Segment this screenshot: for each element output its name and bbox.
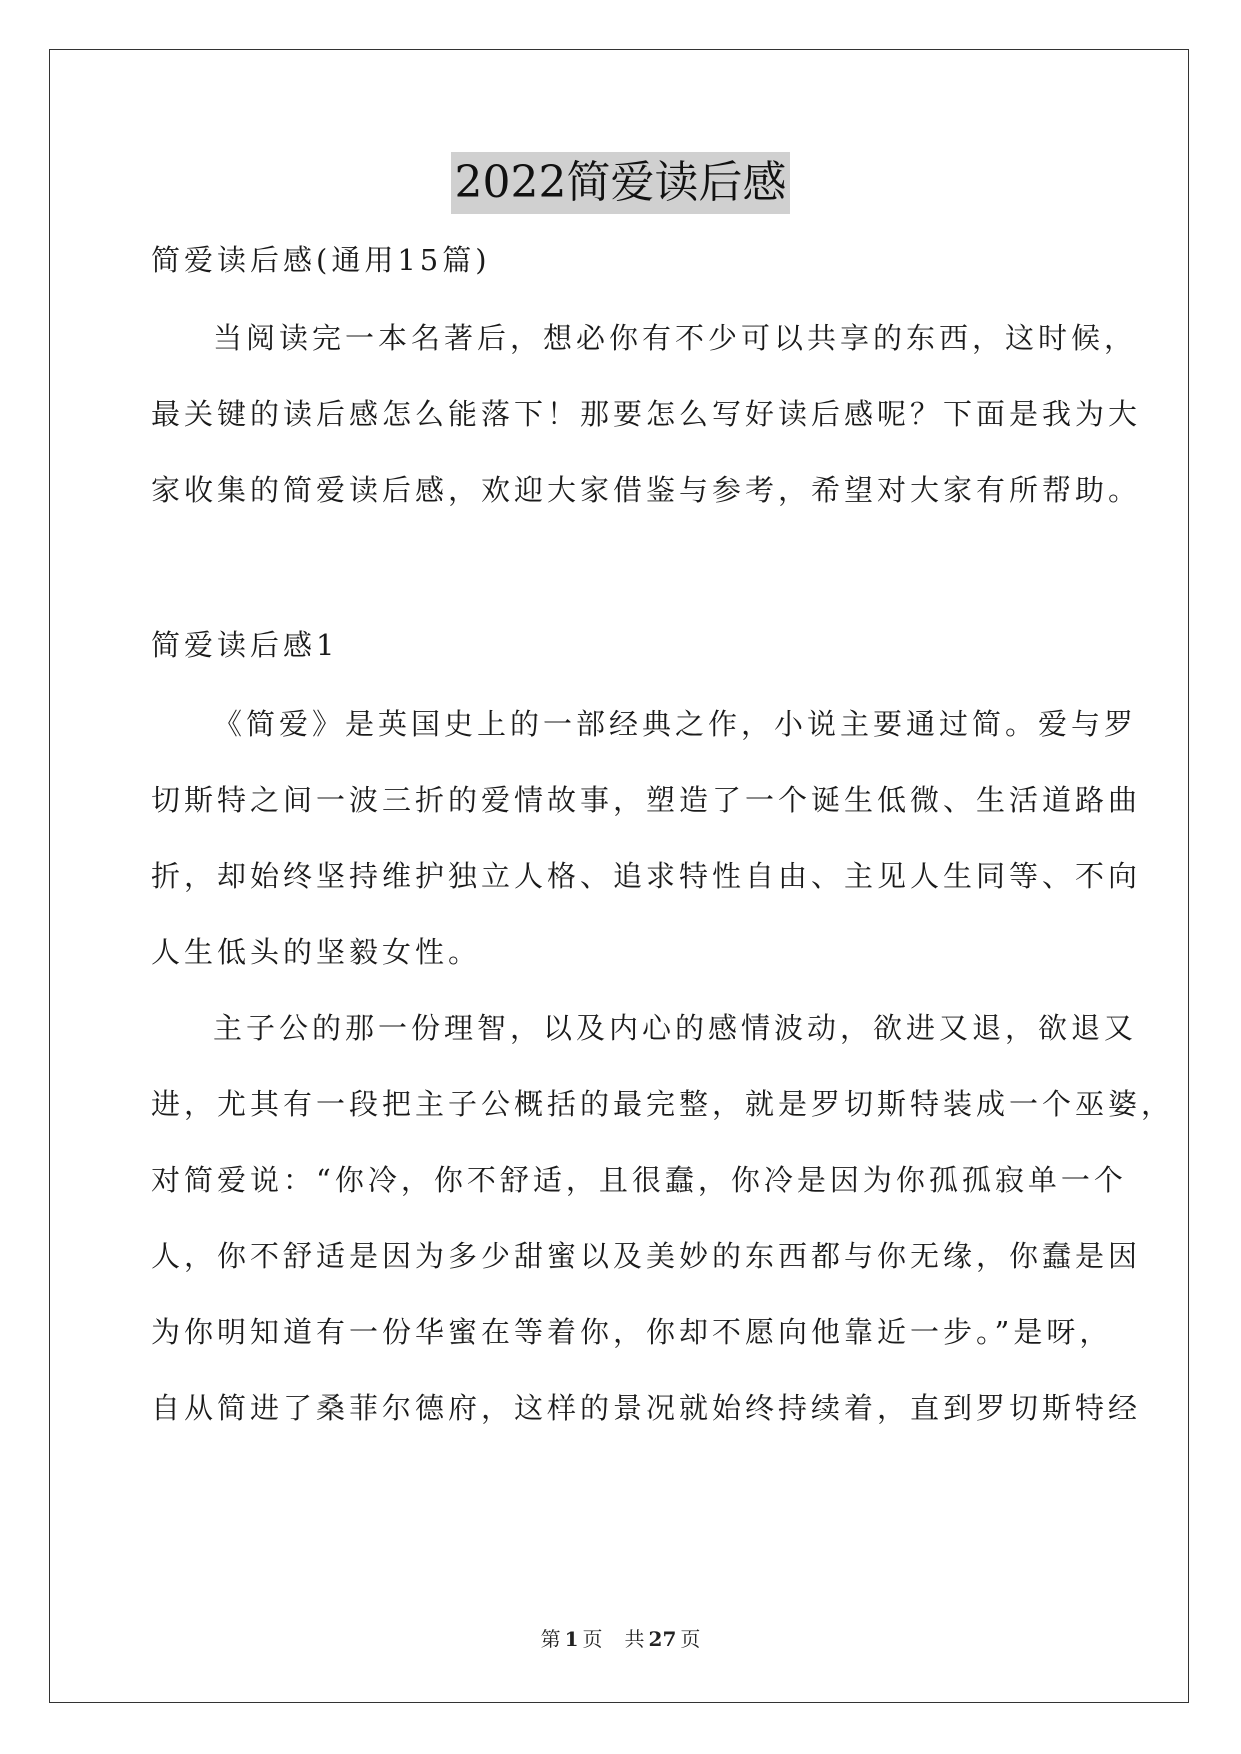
paragraph2-line: 对简爱说：“你冷，你不舒适，且很蠢，你冷是因为你孤孤寂单一个 [151,1163,1127,1197]
paragraph1-line: 人生低头的坚毅女性。 [151,935,482,969]
total-pages-number: 27 [648,1627,677,1651]
paragraph2-line: 为你明知道有一份华蜜在等着你，你却不愿向他靠近一步。”是呀， [151,1315,1113,1349]
paragraph1-line: 《简爱》是英国史上的一部经典之作，小说主要通过简。爱与罗 [213,707,1138,741]
title-container [0,152,1241,214]
document-title: 2022简爱读后感 [451,152,791,214]
total-prefix: 共 [624,1627,645,1651]
intro-line: 家收集的简爱读后感，欢迎大家借鉴与参考，希望对大家有所帮助。 [151,473,1142,507]
paragraph1-line: 折，却始终坚持维护独立人格、追求特性自由、主见人生同等、不向 [151,859,1142,893]
page-footer [0,1623,1241,1652]
paragraph2-line: 自从简进了桑菲尔德府，这样的景况就始终持续着，直到罗切斯特经 [151,1391,1142,1425]
subtitle: 简爱读后感(通用15篇) [151,243,491,277]
current-page-number: 1 [564,1627,579,1651]
paragraph2-line: 主子公的那一份理智，以及内心的感情波动，欲进又退，欲退又 [213,1011,1138,1045]
intro-line: 最关键的读后感怎么能落下！那要怎么写好读后感呢？下面是我为大 [151,397,1142,431]
paragraph2-line: 人，你不舒适是因为多少甜蜜以及美妙的东西都与你无缘，你蠢是因 [151,1239,1142,1273]
page-suffix: 页 [582,1627,603,1651]
paragraph1-line: 切斯特之间一波三折的爱情故事，塑造了一个诞生低微、生活道路曲 [151,783,1142,817]
total-suffix: 页 [680,1627,701,1651]
paragraph2-line: 进，尤其有一段把主子公概括的最完整，就是罗切斯特装成一个巫婆， [151,1087,1175,1121]
intro-line: 当阅读完一本名著后，想必你有不少可以共享的东西，这时候， [213,321,1138,355]
page-prefix: 第 [540,1627,561,1651]
section-heading: 简爱读后感1 [151,628,339,662]
